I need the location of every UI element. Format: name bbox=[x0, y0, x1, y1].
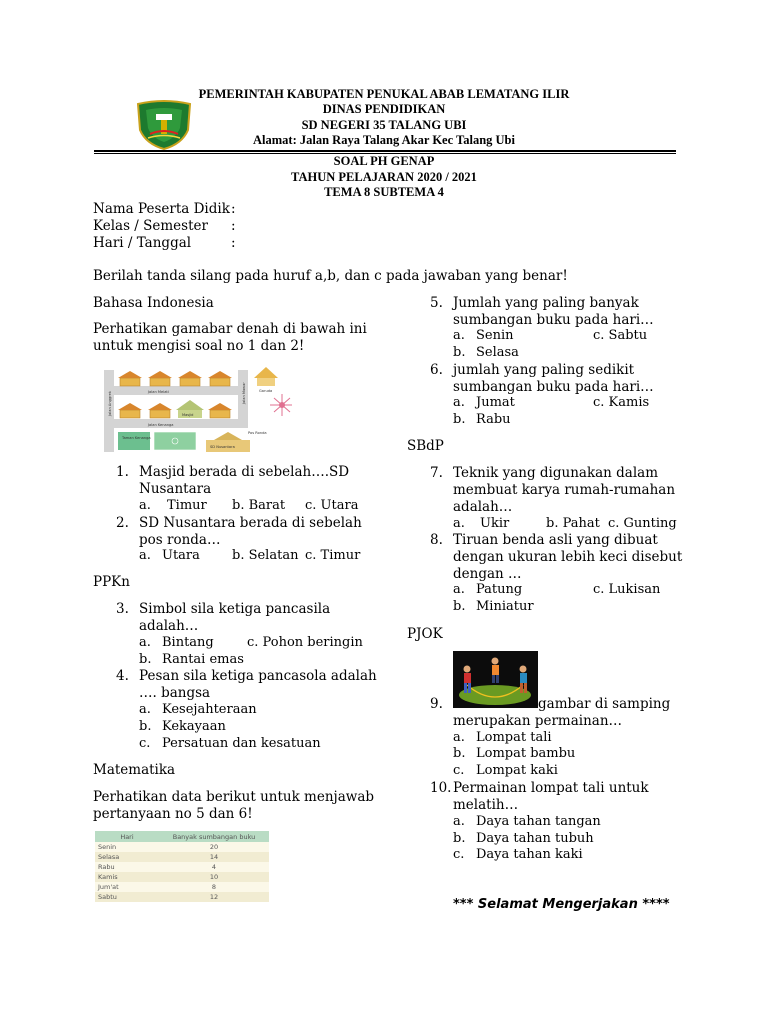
map-label-garuda: Garuda bbox=[259, 389, 273, 393]
q8-option-a-letter[interactable]: a. bbox=[453, 582, 465, 597]
map-illustration bbox=[104, 364, 292, 457]
table-cell-count: 4 bbox=[159, 862, 269, 872]
q3-text-line1: Simbol sila ketiga pancasila bbox=[139, 601, 331, 617]
q6-option-a-letter[interactable]: a. bbox=[453, 395, 465, 410]
header-school: SD NEGERI 35 TALANG UBI bbox=[301, 118, 467, 132]
table-cell-day: Jum'at bbox=[95, 882, 159, 892]
instruction: Berilah tanda silang pada huruf a,b, dan c pada jawaban yang benar! bbox=[93, 268, 568, 284]
q4-option-a[interactable]: Kesejahteraan bbox=[162, 702, 257, 717]
table-cell-count: 14 bbox=[159, 852, 269, 862]
q1-number: 1. bbox=[116, 464, 129, 480]
map-label-taman: Taman Kenanga bbox=[122, 436, 151, 440]
table-header-day: Hari bbox=[95, 831, 159, 842]
q2-option-b[interactable]: b. Selatan bbox=[232, 548, 299, 563]
q2-text-line2: pos ronda… bbox=[139, 532, 221, 548]
q5-text-line2: sumbangan buku pada hari… bbox=[453, 312, 654, 328]
q6-option-a[interactable]: Jumat bbox=[476, 395, 515, 410]
identity-name-colon: : bbox=[231, 201, 236, 217]
table-cell-day: Kamis bbox=[95, 872, 159, 882]
q9-number: 9. bbox=[430, 696, 443, 712]
q10-text-line1: Permainan lompat tali untuk bbox=[453, 780, 649, 796]
q4-text-line2: …. bangsa bbox=[139, 685, 211, 701]
q7-text-line3: adalah… bbox=[453, 499, 513, 515]
q10-option-b[interactable]: Daya tahan tubuh bbox=[476, 831, 594, 846]
q2-option-a[interactable]: Utara bbox=[162, 548, 200, 563]
table-cell-day: Sabtu bbox=[95, 892, 159, 902]
section-pjok: PJOK bbox=[407, 626, 443, 642]
q8-option-c[interactable]: c. Lukisan bbox=[593, 582, 661, 597]
book-donation-table bbox=[95, 831, 269, 902]
q4-option-b[interactable]: Kekayaan bbox=[162, 719, 226, 734]
table-row bbox=[95, 872, 269, 882]
q7-text-line2: membuat karya rumah-rumahan bbox=[453, 482, 676, 498]
q9-option-b[interactable]: Lompat bambu bbox=[476, 746, 576, 761]
q7-option-a[interactable]: Ukir bbox=[480, 516, 510, 531]
q6-option-b-letter[interactable]: b. bbox=[453, 412, 466, 427]
identity-date bbox=[93, 235, 236, 252]
table-row bbox=[95, 882, 269, 892]
q10-option-c[interactable]: Daya tahan kaki bbox=[476, 847, 583, 862]
q3-option-c[interactable]: c. Pohon beringin bbox=[247, 635, 363, 650]
q1-option-a-letter[interactable]: a. bbox=[139, 498, 151, 513]
q7-number: 7. bbox=[430, 465, 443, 481]
exam-theme: TEMA 8 SUBTEMA 4 bbox=[324, 185, 444, 199]
q4-option-c[interactable]: Persatuan dan kesatuan bbox=[162, 736, 321, 751]
table-cell-day: Selasa bbox=[95, 852, 159, 862]
q9-option-a-letter[interactable]: a. bbox=[453, 730, 465, 745]
q10-option-a[interactable]: Daya tahan tangan bbox=[476, 814, 601, 829]
q6-option-c[interactable]: c. Kamis bbox=[593, 395, 650, 410]
section-matematika: Matematika bbox=[93, 762, 176, 778]
map-intro-line2: untuk mengisi soal no 1 dan 2! bbox=[93, 338, 305, 354]
identity-name-label: Nama Peserta Didik bbox=[93, 201, 230, 217]
exam-year: TAHUN PELAJARAN 2020 / 2021 bbox=[291, 170, 477, 184]
q8-option-b-letter[interactable]: b. bbox=[453, 599, 466, 614]
q7-option-c[interactable]: c. Gunting bbox=[608, 516, 677, 531]
q7-text-line1: Teknik yang digunakan dalam bbox=[453, 465, 659, 481]
q2-number: 2. bbox=[116, 515, 129, 531]
q8-text-line2: dengan ukuran lebih keci disebut bbox=[453, 549, 683, 565]
q6-text-line2: sumbangan buku pada hari… bbox=[453, 379, 654, 395]
q5-option-c[interactable]: c. Sabtu bbox=[593, 328, 648, 343]
identity-name bbox=[93, 201, 236, 218]
table-cell-count: 10 bbox=[159, 872, 269, 882]
q4-option-b-letter[interactable]: b. bbox=[139, 719, 152, 734]
q3-number: 3. bbox=[116, 601, 129, 617]
q9-text-line2: merupakan permainan… bbox=[453, 713, 623, 729]
q8-number: 8. bbox=[430, 532, 443, 548]
q10-option-b-letter[interactable]: b. bbox=[453, 831, 466, 846]
section-ppkn: PPKn bbox=[93, 574, 130, 590]
data-intro-line1: Perhatikan data berikut untuk menjawab bbox=[93, 789, 375, 805]
q4-number: 4. bbox=[116, 668, 129, 684]
exam-title: SOAL PH GENAP bbox=[333, 154, 435, 168]
table-header-count: Banyak sumbangan buku bbox=[159, 831, 269, 842]
q4-option-a-letter[interactable]: a. bbox=[139, 702, 151, 717]
jump-rope-image bbox=[453, 651, 538, 708]
q6-number: 6. bbox=[430, 362, 443, 378]
q9-option-c-letter[interactable]: c. bbox=[453, 763, 465, 778]
q4-text-line1: Pesan sila ketiga pancasola adalah bbox=[139, 668, 377, 684]
q1-text-line1: Masjid berada di sebelah….SD bbox=[139, 464, 350, 480]
q9-option-c[interactable]: Lompat kaki bbox=[476, 763, 558, 778]
q3-option-a-letter[interactable]: a. bbox=[139, 635, 151, 650]
header-address: Alamat: Jalan Raya Talang Akar Kec Talang Ubi bbox=[253, 133, 515, 147]
q7-option-b[interactable]: b. Pahat bbox=[546, 516, 600, 531]
q5-option-a[interactable]: Senin bbox=[476, 328, 514, 343]
q9-option-a[interactable]: Lompat tali bbox=[476, 730, 552, 745]
identity-class-colon: : bbox=[231, 218, 236, 234]
q4-option-c-letter[interactable]: c. bbox=[139, 736, 151, 751]
q8-option-b[interactable]: Miniatur bbox=[476, 599, 534, 614]
map-label-kenanga: Jalan Kenanga bbox=[148, 423, 174, 427]
q8-option-a[interactable]: Patung bbox=[476, 582, 523, 597]
q1-option-a[interactable]: Timur bbox=[167, 498, 207, 513]
map-intro-line1: Perhatikan gamabar denah di bawah ini bbox=[93, 321, 367, 337]
q10-text-line2: melatih… bbox=[453, 797, 519, 813]
identity-class-label: Kelas / Semester bbox=[93, 218, 208, 234]
q5-text-line1: Jumlah yang paling banyak bbox=[453, 295, 639, 311]
table-cell-count: 12 bbox=[159, 892, 269, 902]
q6-option-b[interactable]: Rabu bbox=[476, 412, 511, 427]
table-row bbox=[95, 852, 269, 862]
identity-date-colon: : bbox=[231, 235, 236, 251]
q1-option-b[interactable]: b. Barat bbox=[232, 498, 286, 513]
table-row bbox=[95, 892, 269, 902]
q9-text-line1: gambar di samping bbox=[538, 696, 671, 712]
q7-option-a-letter[interactable]: a. bbox=[453, 516, 465, 531]
header-government: PEMERINTAH KABUPATEN PENUKAL ABAB LEMATANG ILIR bbox=[198, 87, 570, 101]
q3-option-b[interactable]: Rantai emas bbox=[162, 652, 244, 667]
q10-option-c-letter[interactable]: c. bbox=[453, 847, 465, 862]
table-cell-count: 20 bbox=[159, 842, 269, 852]
q9-option-b-letter[interactable]: b. bbox=[453, 746, 466, 761]
section-sbdp: SBdP bbox=[407, 438, 444, 454]
data-intro-line2: pertanyaan no 5 dan 6! bbox=[93, 806, 253, 822]
q6-text-line1: jumlah yang paling sedikit bbox=[453, 362, 635, 378]
table-row bbox=[95, 862, 269, 872]
map-label-masjid: Masjid bbox=[182, 413, 194, 417]
header-rule-thick bbox=[94, 150, 676, 152]
q3-option-b-letter[interactable]: b. bbox=[139, 652, 152, 667]
header-department: DINAS PENDIDIKAN bbox=[322, 102, 446, 116]
section-bahasa: Bahasa Indonesia bbox=[93, 295, 214, 311]
closing-message: *** Selamat Mengerjakan **** bbox=[453, 897, 670, 912]
q2-option-a-letter[interactable]: a. bbox=[139, 548, 151, 563]
q10-option-a-letter[interactable]: a. bbox=[453, 814, 465, 829]
q1-option-c[interactable]: c. Utara bbox=[305, 498, 359, 513]
table-cell-day: Rabu bbox=[95, 862, 159, 872]
map-label-anggrek: Jalan Anggrek bbox=[108, 391, 112, 416]
q8-text-line3: dengan … bbox=[453, 566, 522, 582]
identity-class bbox=[93, 218, 236, 235]
map-label-pos-ronda: Pos Ronda bbox=[248, 431, 267, 435]
q5-option-b-letter[interactable]: b. bbox=[453, 345, 466, 360]
table-cell-day: Senin bbox=[95, 842, 159, 852]
q3-option-a[interactable]: Bintang bbox=[162, 635, 214, 650]
identity-date-label: Hari / Tanggal bbox=[93, 235, 192, 251]
table-cell-count: 8 bbox=[159, 882, 269, 892]
q5-number: 5. bbox=[430, 295, 443, 311]
map-label-sd: SD Nusantara bbox=[210, 445, 235, 449]
q5-option-b[interactable]: Selasa bbox=[476, 345, 519, 360]
q2-text-line1: SD Nusantara berada di sebelah bbox=[139, 515, 362, 531]
q1-text-line2: Nusantara bbox=[139, 481, 212, 497]
map-label-melati: Jalan Melati bbox=[148, 390, 169, 394]
q3-text-line2: adalah… bbox=[139, 618, 199, 634]
q8-text-line1: Tiruan benda asli yang dibuat bbox=[453, 532, 658, 548]
map-label-mawar: Jalan Mawar bbox=[242, 382, 246, 404]
table-row bbox=[95, 842, 269, 852]
q5-option-a-letter[interactable]: a. bbox=[453, 328, 465, 343]
q10-number: 10. bbox=[430, 780, 452, 796]
q2-option-c[interactable]: c. Timur bbox=[305, 548, 361, 563]
